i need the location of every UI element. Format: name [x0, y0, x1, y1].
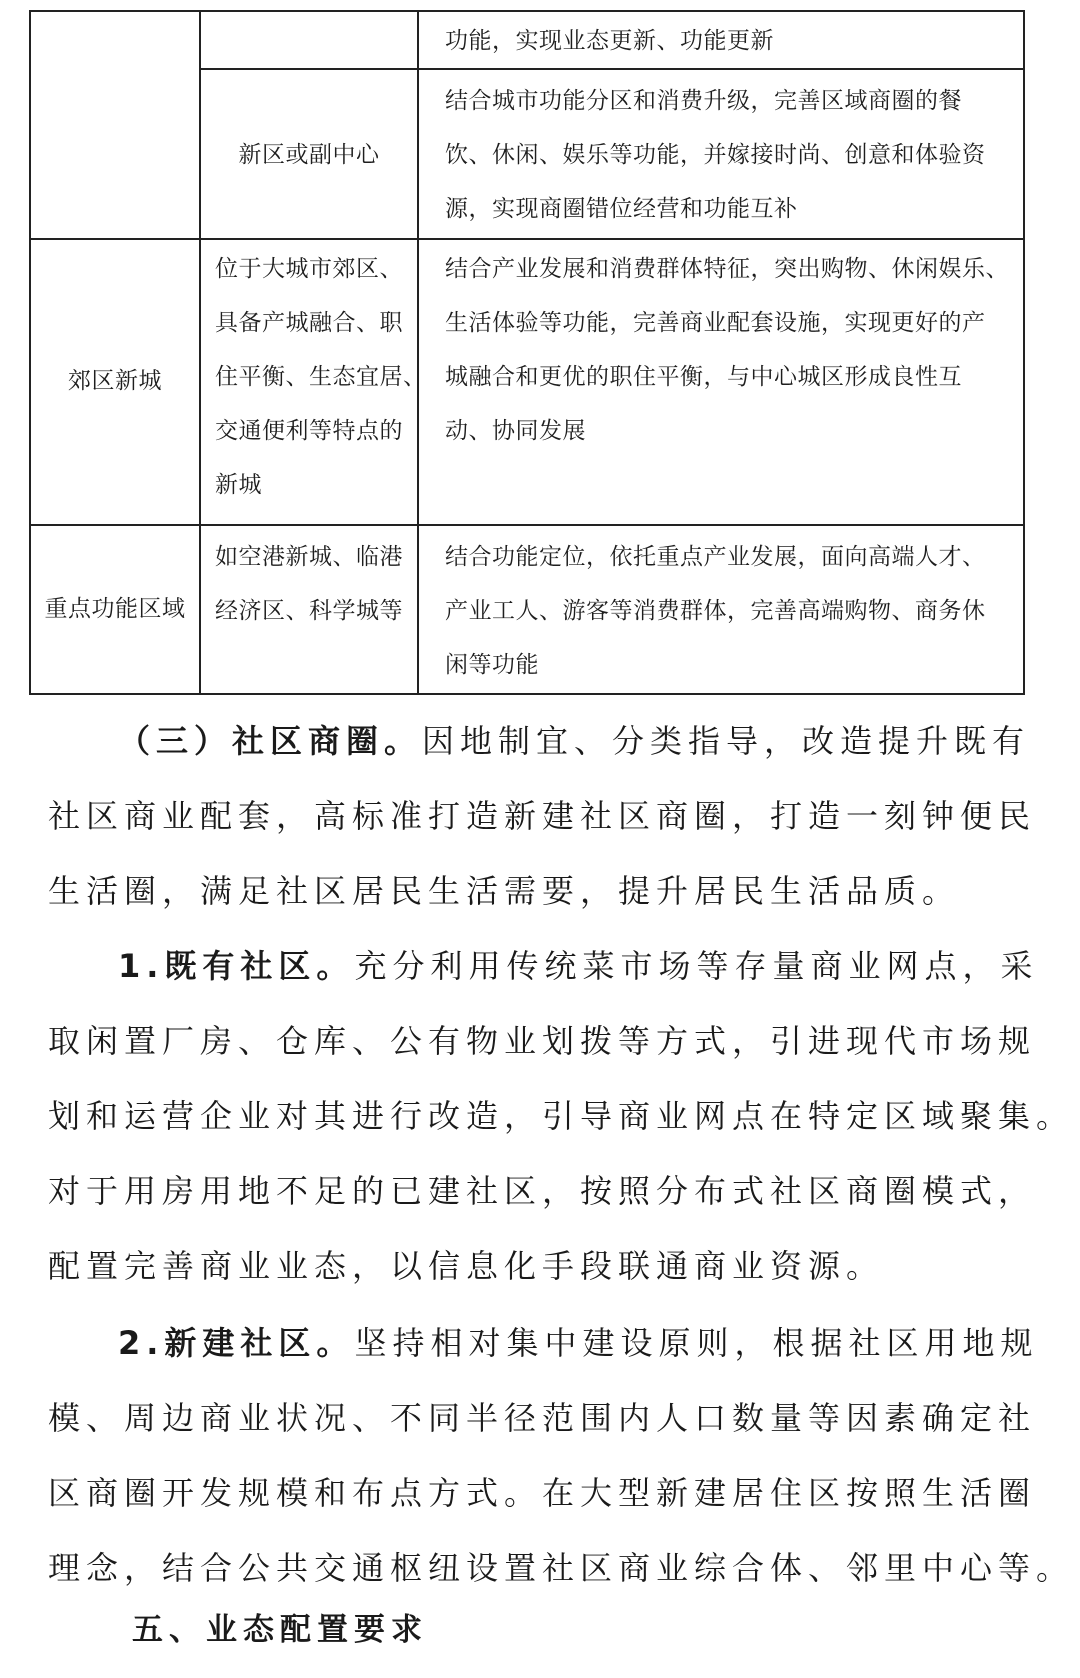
table-cell-line: 新城: [215, 472, 262, 498]
table-row-divider-1: [199, 68, 1023, 70]
table-cell-line: 饮、休闲、娱乐等功能，并嫁接时尚、创意和体验资: [445, 142, 986, 168]
commercial-district-table: [29, 10, 1025, 695]
paragraph-line: 生活圈，满足社区居民生活需要，提升居民生活品质。: [48, 872, 961, 910]
table-cell-line: 交通便利等特点的: [215, 418, 403, 444]
table-row-3-content: [445, 242, 1009, 458]
paragraph-line: 理念，结合公共交通枢纽设置社区商业综合体、邻里中心等。: [48, 1549, 1075, 1587]
table-cell-line: 闲等功能: [445, 652, 539, 678]
section-heading: （三）社区商圈。: [118, 722, 423, 760]
paragraph-line: 区商圈开发规模和布点方式。在大型新建居住区按照生活圈: [48, 1474, 1037, 1512]
table-cell-line: 具备产城融合、职: [215, 310, 403, 336]
table-cell-line: 动、协同发展: [445, 418, 586, 444]
table-row-2-subtype: 新区或副中心: [238, 142, 380, 168]
table-row-4-subtype: [215, 530, 403, 638]
table-cell-line: 城融合和更优的职住平衡，与中心城区形成良性互: [445, 364, 962, 390]
paragraph-line: 社区商业配套，高标准打造新建社区商圈，打造一刻钟便民: [48, 797, 1037, 835]
table-cell-line: 位于大城市郊区、: [215, 256, 403, 282]
paragraph-line: 取闲置厂房、仓库、公有物业划拨等方式，引进现代市场规: [48, 1022, 1037, 1060]
table-cell-line: 功能，实现业态更新、功能更新: [445, 28, 774, 54]
table-cell-line: 结合功能定位，依托重点产业发展，面向高端人才、: [445, 544, 986, 570]
table-cell-line: 如空港新城、临港: [215, 544, 403, 570]
table-cell-line: 结合产业发展和消费群体特征，突出购物、休闲娱乐、: [445, 256, 1009, 282]
table-cell-line: 生活体验等功能，完善商业配套设施，实现更好的产: [445, 310, 986, 336]
paragraph-line: 划和运营企业对其进行改造，引导商业网点在特定区域聚集。: [48, 1097, 1075, 1135]
paragraph-line: 1.既有社区。充分利用传统菜市场等存量商业网点，采: [118, 947, 1039, 985]
table-cell-line: 住平衡、生态宜居、: [215, 364, 427, 390]
paragraph-line: 配置完善商业业态，以信息化手段联通商业资源。: [48, 1247, 885, 1285]
table-row-3-subtype: [215, 242, 427, 512]
paragraph-line: 2.新建社区。坚持相对集中建设原则，根据社区用地规: [118, 1324, 1039, 1362]
table-row-divider-2: [31, 238, 1023, 240]
section-community-district: [48, 704, 1038, 929]
item-new-community: [48, 1306, 1075, 1606]
table-row-4-content: [445, 530, 986, 692]
paragraph-line: 模、周边商业状况、不同半径范围内人口数量等因素确定社: [48, 1399, 1037, 1437]
item-heading: 1.既有社区。: [118, 947, 355, 985]
table-cell-line: 产业工人、游客等消费群体，完善高端购物、商务休: [445, 598, 986, 624]
section-heading-format-requirements: 五、业态配置要求: [132, 1612, 428, 1648]
table-col-divider-1: [199, 12, 201, 693]
item-heading: 2.新建社区。: [118, 1324, 355, 1362]
table-row-1-content: [445, 14, 774, 68]
table-cell-line: 经济区、科学城等: [215, 598, 403, 624]
table-row-divider-3: [31, 524, 1023, 526]
table-row-4-category: 重点功能区域: [44, 596, 186, 622]
paragraph-line: （三）社区商圈。因地制宜、分类指导，改造提升既有: [118, 722, 1031, 760]
table-cell-line: 源，实现商圈错位经营和功能互补: [445, 196, 798, 222]
table-cell-line: 结合城市功能分区和消费升级，完善区域商圈的餐: [445, 88, 962, 114]
item-existing-community: [48, 929, 1075, 1304]
table-row-3-category: 郊区新城: [68, 368, 162, 394]
paragraph-line: 对于用房用地不足的已建社区，按照分布式社区商圈模式，: [48, 1172, 1037, 1210]
table-row-2-content: [445, 74, 986, 236]
